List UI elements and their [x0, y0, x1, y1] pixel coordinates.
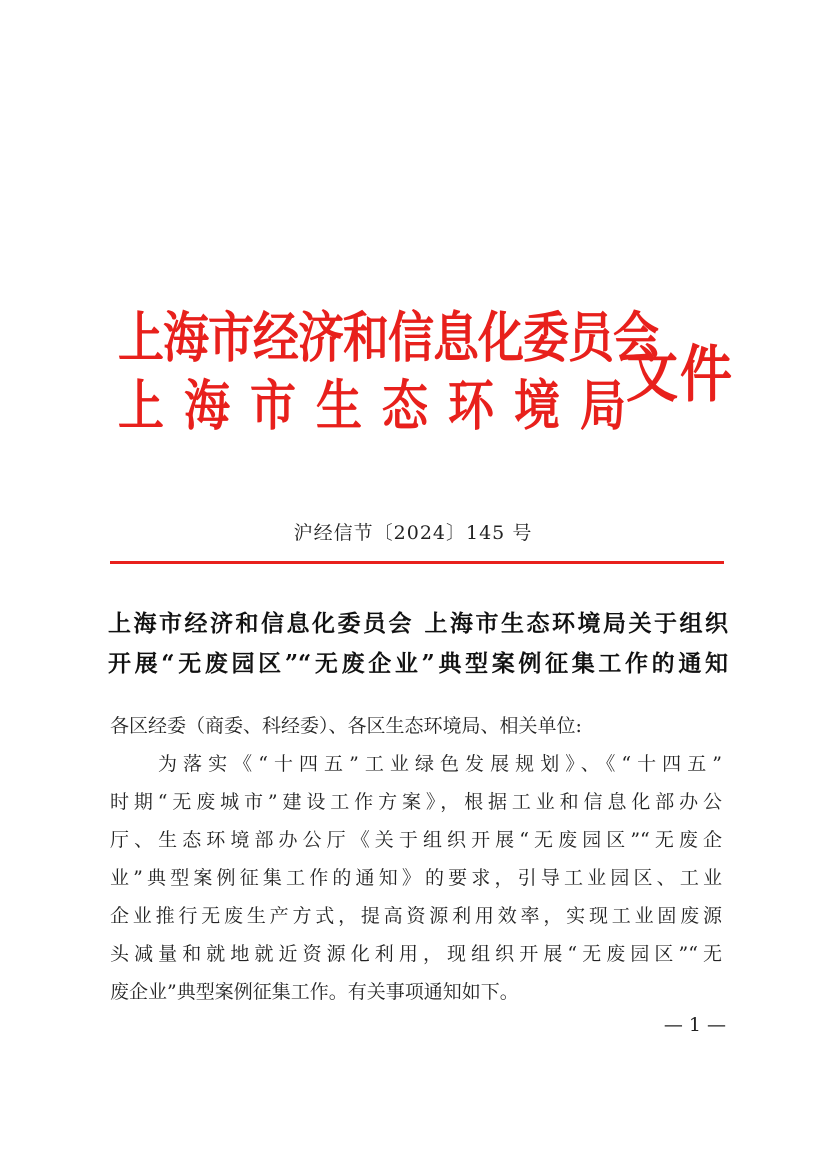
body-paragraph	[110, 745, 722, 1011]
body-line: 为落实《“十四五”工业绿色发展规划》、《“十四五”	[158, 753, 722, 775]
title-line-1: 上海市经济和信息化委员会 上海市生态环境局关于组织	[108, 610, 728, 637]
document-title	[108, 604, 728, 684]
body-line: 厅、生态环境部办公厅《关于组织开展“无废园区”“无废企	[110, 829, 722, 851]
letterhead-agency-2: 上海市生态环境局	[118, 373, 646, 438]
letterhead-document-word: 文件	[626, 338, 735, 411]
title-line-2: 开展“无废园区”“无废企业”典型案例征集工作的通知	[108, 650, 728, 677]
body-line: 时期“无废城市”建设工作方案》，根据工业和信息化部办公	[110, 791, 722, 813]
letterhead-agency-1: 上海市经济和信息化委员会	[118, 305, 658, 370]
body-line: 头减量和就地就近资源化利用，现组织开展“无废园区”“无	[110, 943, 722, 965]
body-line: 废企业”典型案例征集工作。有关事项通知如下。	[110, 981, 519, 1003]
letterhead	[118, 290, 735, 450]
body-line: 企业推行无废生产方式，提高资源利用效率，实现工业固废源	[110, 905, 722, 927]
addressee: 各区经委（商委、科经委）、各区生态环境局、相关单位:	[110, 715, 582, 737]
page-number: — 1 —	[663, 1014, 726, 1036]
body-line: 业”典型案例征集工作的通知》的要求，引导工业园区、工业	[110, 867, 722, 889]
document-number: 沪经信节〔2024〕145 号	[293, 522, 533, 544]
red-separator-line	[110, 561, 724, 564]
